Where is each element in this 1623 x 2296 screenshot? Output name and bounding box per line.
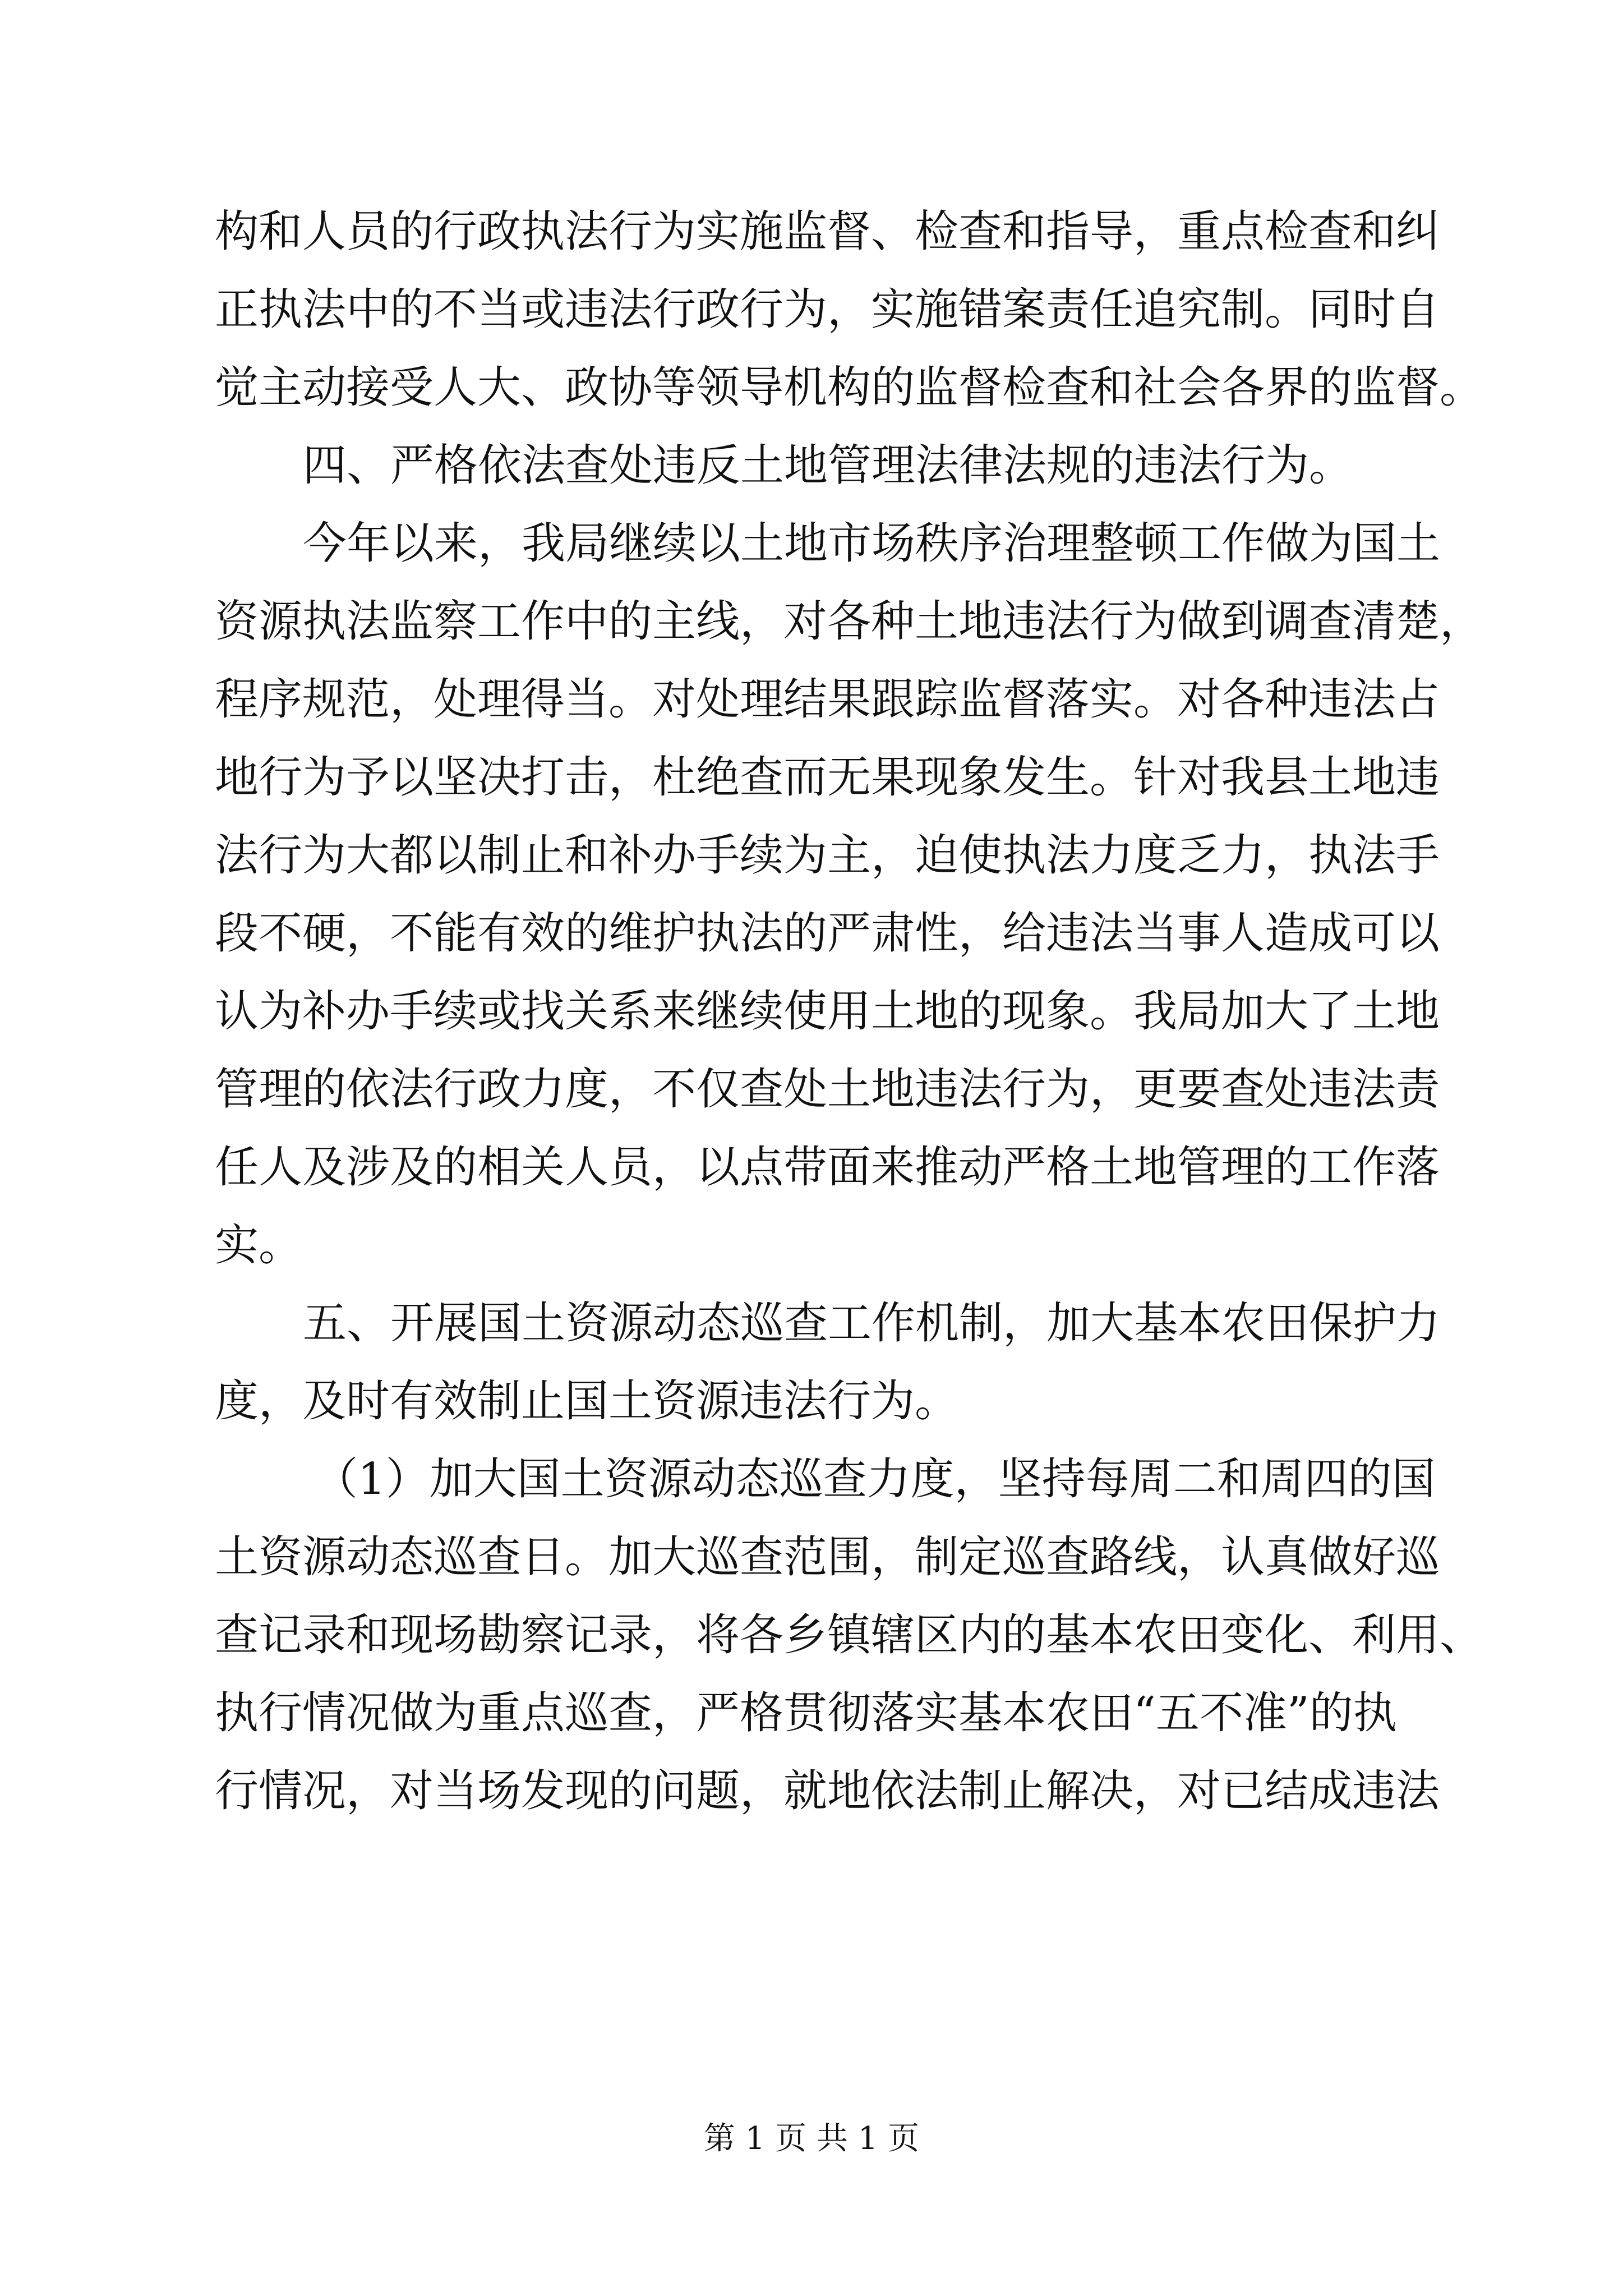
text-line: （1）加大国土资源动态巡查力度，坚持每周二和周四的国 [314, 1454, 1436, 1504]
page-number-footer: 第 1 页 共 1 页 [703, 2120, 920, 2157]
text-line: 执行情况做为重点巡查，严格贯彻落实基本农田“五不准”的执 [215, 1688, 1397, 1738]
text-line: 今年以来，我局继续以土地市场秩序治理整顿工作做为国土 [303, 518, 1441, 569]
section-heading: 五、开展国土资源动态巡查工作机制，加大基本农田保护力 [303, 1298, 1441, 1349]
text-line: 任人及涉及的相关人员，以点带面来推动严格土地管理的工作落 [215, 1142, 1440, 1193]
text-line: 程序规范，处理得当。对处理结果跟踪监督落实。对各种违法占 [215, 674, 1440, 725]
text-line: 段不硬，不能有效的维护执法的严肃性，给违法当事人造成可以 [215, 908, 1440, 959]
text-line: 法行为大都以制止和补办手续为主，迫使执法力度乏力，执法手 [215, 830, 1440, 881]
text-line: 觉主动接受人大、政协等领导机构的监督检查和社会各界的监督。 [215, 362, 1484, 413]
text-line: 管理的依法行政力度，不仅查处土地违法行为，更要查处违法责 [215, 1064, 1440, 1115]
section-heading: 四、严格依法查处违反土地管理法律法规的违法行为。 [303, 440, 1353, 491]
text-line: 资源执法监察工作中的主线，对各种土地违法行为做到调查清楚， [215, 596, 1484, 647]
text-line: 查记录和现场勘察记录，将各乡镇辖区内的基本农田变化、利用、 [215, 1610, 1484, 1660]
text-line: 地行为予以坚决打击，杜绝查而无果现象发生。针对我县土地违 [215, 752, 1440, 803]
text-line: 认为补办手续或找关系来继续使用土地的现象。我局加大了土地 [215, 986, 1440, 1037]
text-line: 度，及时有效制止国土资源违法行为。 [215, 1376, 959, 1427]
text-line: 实。 [215, 1220, 303, 1271]
text-line: 土资源动态巡查日。加大巡查范围，制定巡查路线，认真做好巡 [215, 1532, 1440, 1582]
text-line: 构和人员的行政执法行为实施监督、检查和指导，重点检查和纠 [215, 206, 1440, 257]
text-line: 正执法中的不当或违法行政行为，实施错案责任追究制。同时自 [215, 284, 1440, 335]
text-line: 行情况，对当场发现的问题，就地依法制止解决，对已结成违法 [215, 1766, 1440, 1816]
